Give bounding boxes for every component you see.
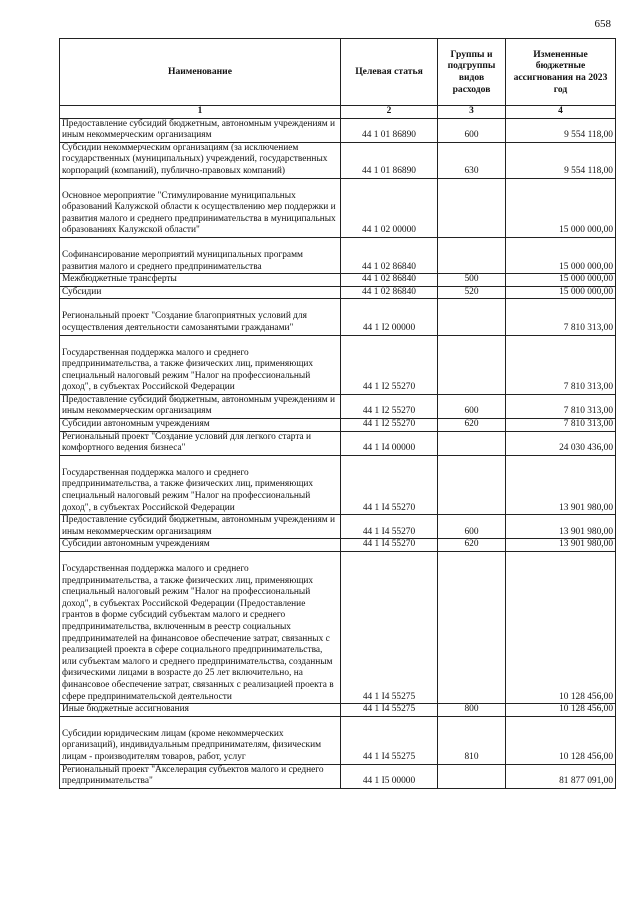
row-amount: 15 000 000,00 <box>506 178 616 237</box>
row-name: Субсидии автономным учреждениям <box>60 419 341 432</box>
row-amount: 15 000 000,00 <box>506 237 616 273</box>
row-group: 600 <box>438 515 506 539</box>
table-row <box>60 455 616 514</box>
header-amount: Измененные бюджетные ассигнования на 2023 год <box>506 39 616 106</box>
row-code: 44 1 01 86890 <box>341 142 438 178</box>
column-number-row <box>60 106 616 119</box>
row-name: Государственная поддержка малого и среднего предпринимательства, а также физических лиц, применяющих специальный налоговый режим "Налог на профессиональный доход", в субъектах Российской Федерации <box>60 335 341 394</box>
table-row <box>60 178 616 237</box>
row-name: Региональный проект "Создание условий для легкого старта и комфортного ведения бизнеса" <box>60 431 341 455</box>
row-amount: 15 000 000,00 <box>506 286 616 299</box>
row-name: Предоставление субсидий бюджетным, автономным учреждениям и иным некоммерческим организациям <box>60 515 341 539</box>
row-group <box>438 764 506 788</box>
row-code: 44 1 01 86890 <box>341 118 438 142</box>
row-name: Региональный проект "Создание благоприятных условий для осуществления деятельности самозанятыми гражданами" <box>60 299 341 335</box>
table-row <box>60 286 616 299</box>
row-name: Государственная поддержка малого и среднего предпринимательства, а также физических лиц, применяющих специальный налоговый режим "Налог на профессиональный доход", в субъектах Российской Федерации (Предоставление грантов в форме субсидий субъектам малого и среднего предпринимательства, включенным в реестр социальных предпринимателей на финансовое обеспечение затрат, связанных с реализацией проекта в сфере социального предпринимательства, или субъектам малого и среднего предпринимательства, созданным физическими лицами в возрасте до 25 лет включительно, на финансовое обеспечение затрат, связанных с реализацией проекта в сфере предпринимательской деятельности <box>60 552 341 704</box>
table-row <box>60 237 616 273</box>
row-name: Межбюджетные трансферты <box>60 274 341 287</box>
row-group: 630 <box>438 142 506 178</box>
row-amount: 15 000 000,00 <box>506 274 616 287</box>
row-name: Предоставление субсидий бюджетным, автономным учреждениям и иным некоммерческим организациям <box>60 394 341 418</box>
row-group <box>438 335 506 394</box>
row-code: 44 1 02 86840 <box>341 286 438 299</box>
column-number: 3 <box>438 106 506 119</box>
row-name: Субсидии автономным учреждениям <box>60 539 341 552</box>
row-code: 44 1 I5 00000 <box>341 764 438 788</box>
table-row <box>60 394 616 418</box>
row-code: 44 1 I4 00000 <box>341 431 438 455</box>
row-amount: 10 128 456,00 <box>506 704 616 717</box>
row-amount: 7 810 313,00 <box>506 394 616 418</box>
row-name: Субсидии юридическим лицам (кроме некоммерческих организаций), индивидуальным предпринимателям, физическим лицам - производителям товаров, работ, услуг <box>60 716 341 764</box>
row-code: 44 1 I4 55275 <box>341 704 438 717</box>
row-code: 44 1 02 00000 <box>341 178 438 237</box>
table-row <box>60 274 616 287</box>
row-group <box>438 552 506 704</box>
row-code: 44 1 I4 55275 <box>341 716 438 764</box>
row-amount: 24 030 436,00 <box>506 431 616 455</box>
row-group: 810 <box>438 716 506 764</box>
table-row <box>60 142 616 178</box>
table-row <box>60 118 616 142</box>
table-header-row <box>60 39 616 106</box>
row-group <box>438 299 506 335</box>
row-code: 44 1 02 86840 <box>341 274 438 287</box>
row-name: Государственная поддержка малого и среднего предпринимательства, а также физических лиц, применяющих специальный налоговый режим "Налог на профессиональный доход", в субъектах Российской Федерации <box>60 455 341 514</box>
table-row <box>60 419 616 432</box>
budget-table <box>59 38 616 789</box>
row-amount: 7 810 313,00 <box>506 299 616 335</box>
column-number: 1 <box>60 106 341 119</box>
row-code: 44 1 02 86840 <box>341 237 438 273</box>
page-number: 658 <box>594 18 611 30</box>
row-code: 44 1 I2 55270 <box>341 335 438 394</box>
table-row <box>60 704 616 717</box>
table-row <box>60 299 616 335</box>
table-row <box>60 515 616 539</box>
row-amount: 10 128 456,00 <box>506 716 616 764</box>
table-row <box>60 716 616 764</box>
row-code: 44 1 I4 55270 <box>341 455 438 514</box>
row-amount: 9 554 118,00 <box>506 118 616 142</box>
row-group: 620 <box>438 419 506 432</box>
row-amount: 81 877 091,00 <box>506 764 616 788</box>
row-amount: 7 810 313,00 <box>506 419 616 432</box>
table-row <box>60 764 616 788</box>
row-code: 44 1 I2 55270 <box>341 394 438 418</box>
row-name: Предоставление субсидий бюджетным, автономным учреждениям и иным некоммерческим организациям <box>60 118 341 142</box>
table-row <box>60 335 616 394</box>
header-name: Наименование <box>60 39 341 106</box>
header-group: Группы и подгруппы видов расходов <box>438 39 506 106</box>
row-name: Субсидии <box>60 286 341 299</box>
row-group: 800 <box>438 704 506 717</box>
row-code: 44 1 I4 55270 <box>341 539 438 552</box>
row-group <box>438 455 506 514</box>
row-group <box>438 237 506 273</box>
row-amount: 9 554 118,00 <box>506 142 616 178</box>
row-group <box>438 431 506 455</box>
row-amount: 13 901 980,00 <box>506 455 616 514</box>
row-group: 600 <box>438 394 506 418</box>
row-code: 44 1 I2 00000 <box>341 299 438 335</box>
row-name: Основное мероприятие "Стимулирование муниципальных образований Калужской области к осуществлению мер поддержки и развития малого и среднего предпринимательства в муниципальных образованиях Калужской области" <box>60 178 341 237</box>
row-name: Субсидии некоммерческим организациям (за исключением государственных (муниципальных) учреждений, государственных корпораций (компаний), публично-правовых компаний) <box>60 142 341 178</box>
row-group: 620 <box>438 539 506 552</box>
row-name: Иные бюджетные ассигнования <box>60 704 341 717</box>
header-code: Целевая статья <box>341 39 438 106</box>
table-row <box>60 552 616 704</box>
row-amount: 7 810 313,00 <box>506 335 616 394</box>
row-group <box>438 178 506 237</box>
row-amount: 10 128 456,00 <box>506 552 616 704</box>
column-number: 4 <box>506 106 616 119</box>
row-group: 520 <box>438 286 506 299</box>
column-number: 2 <box>341 106 438 119</box>
row-name: Софинансирование мероприятий муниципальных программ развития малого и среднего предпринимательства <box>60 237 341 273</box>
row-code: 44 1 I2 55270 <box>341 419 438 432</box>
row-code: 44 1 I4 55275 <box>341 552 438 704</box>
row-code: 44 1 I4 55270 <box>341 515 438 539</box>
row-group: 500 <box>438 274 506 287</box>
table-row <box>60 431 616 455</box>
table-row <box>60 539 616 552</box>
row-amount: 13 901 980,00 <box>506 539 616 552</box>
row-amount: 13 901 980,00 <box>506 515 616 539</box>
row-group: 600 <box>438 118 506 142</box>
row-name: Региональный проект "Акселерация субъектов малого и среднего предпринимательства" <box>60 764 341 788</box>
